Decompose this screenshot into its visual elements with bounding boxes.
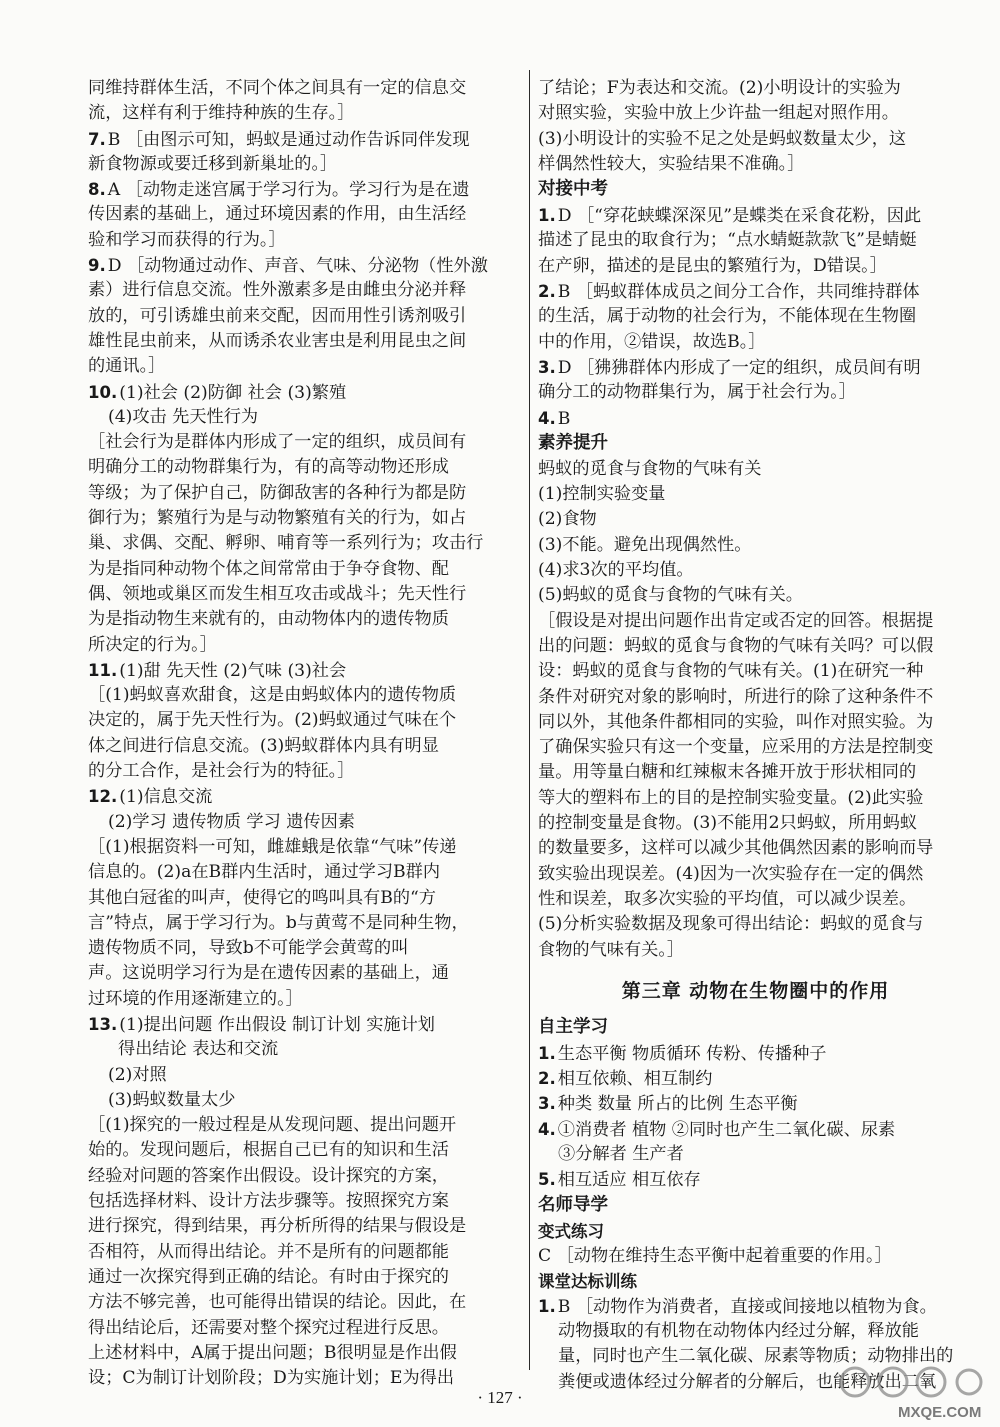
- line-text: ［(1)探究的一般过程是从发现问题、提出问题开: [88, 1115, 457, 1136]
- line-text: 设；C为制订计划阶段；D为实施计划；E为得出: [88, 1368, 455, 1389]
- answer-line: [88, 759, 520, 784]
- line-text: B: [557, 408, 571, 429]
- line-text: 新食物源或要迁移到新巢址的。］: [88, 153, 338, 174]
- line-text: 上述材料中，A属于提出问题；B很明显是作出假: [88, 1342, 457, 1363]
- line-text: 了结论；F为表达和交流。(2)小明设计的实验为: [538, 78, 901, 98]
- line-text: 等级；为了保护自己，防御敌害的各种行为都是防: [88, 482, 467, 503]
- answer-line: [88, 202, 520, 227]
- answer-item: [88, 253, 520, 278]
- line-text: ［(1)蚂蚁喜欢甜食，这是由蚂蚁体内的遗传物质: [88, 685, 457, 706]
- line-text: 自主学习: [538, 1016, 608, 1037]
- answer-item: [88, 1012, 520, 1037]
- answer-line: [88, 1088, 520, 1113]
- line-text: 设：蚂蚁的觅食与食物的气味有关。(1)在研究一种: [538, 661, 924, 682]
- answer-line: [88, 304, 520, 329]
- answer-line: [88, 1214, 520, 1239]
- line-text: D ［动物通过动作、声音、气味、分泌物（性外激: [107, 256, 488, 277]
- line-text: (1)控制实验变量: [538, 484, 666, 505]
- watermark-text: MXQE.COM: [898, 1404, 982, 1421]
- answer-line: [88, 1063, 520, 1088]
- answer-line: [538, 1319, 973, 1344]
- answer-line: [88, 911, 520, 936]
- answer-line: [88, 886, 520, 911]
- line-text: (5)分析实验数据及现象可得出结论：蚂蚁的觅食与: [538, 914, 924, 935]
- answer-line: [538, 710, 973, 735]
- answer-line: [88, 1341, 520, 1366]
- answer-line: [538, 457, 973, 482]
- line-text: (1)信息交流: [119, 787, 213, 808]
- line-text: A ［动物走迷宫属于学习行为。学习行为是在遗: [107, 180, 470, 201]
- line-text: 量，同时也产生二氧化碳、尿素等物质；动物排出的: [558, 1346, 954, 1367]
- answer-line: [538, 912, 973, 937]
- line-text: ［(1)根据资料一可知，雌雄蛾是依靠“气味”传递: [88, 836, 457, 857]
- answer-item: [88, 380, 520, 405]
- answer-line: [88, 1316, 520, 1341]
- question-number: 2.: [538, 282, 556, 302]
- answer-line: [538, 1244, 973, 1269]
- answer-line: [538, 609, 973, 634]
- answer-line: [88, 1113, 520, 1138]
- answer-line: [88, 1265, 520, 1290]
- answer-line: [88, 683, 520, 708]
- line-text: 传因素的基础上，通过环境因素的作用，由生活经: [88, 204, 467, 225]
- answer-line: [88, 582, 520, 607]
- line-text: 体之间进行信息交流。(3)蚂蚁群体内具有明显: [88, 735, 439, 756]
- line-text: (2)学习 遗传物质 学习 遗传因素: [108, 811, 355, 832]
- answer-line: [538, 304, 973, 329]
- line-text: 言”特点，属于学习行为。b与黄莺不是同种生物，: [88, 912, 469, 933]
- line-text: 的生活，属于动物的社会行为，不能体现在生物圈: [538, 306, 917, 327]
- line-text: (5)蚂蚁的觅食与食物的气味有关。: [538, 585, 803, 606]
- right-column: [538, 76, 973, 1395]
- line-text: 量。用等量白糖和红辣椒末各摊开放于形状相同的: [538, 762, 917, 783]
- question-number: 11.: [88, 660, 118, 680]
- answer-line: [88, 455, 520, 480]
- line-text: 的通讯。］: [88, 356, 166, 377]
- line-text: 对接中考: [538, 179, 608, 200]
- line-text: (3)不能。避免出现偶然性。: [538, 534, 752, 555]
- section-heading: [538, 1015, 973, 1041]
- line-text: (4)攻击 先天性行为: [108, 406, 259, 427]
- line-text: 样偶然性较大，实验结果不准确。］: [538, 153, 805, 174]
- answer-line: [538, 836, 973, 861]
- answer-line: [538, 583, 973, 608]
- answer-line: [88, 76, 520, 101]
- answer-line: [88, 936, 520, 961]
- line-text: 性和误差，取多次实验的平均值，可以减少误差。: [538, 888, 917, 909]
- line-text: (4)求3次的平均值。: [538, 560, 694, 581]
- line-text: 等大的塑料布上的目的是控制实验变量。(2)此实验: [538, 787, 924, 808]
- answer-line: [538, 330, 973, 355]
- line-text: 的分工合作，是社会行为的特征。］: [88, 761, 355, 782]
- answer-line: [88, 152, 520, 177]
- line-text: 为是指动物生来就有的，由动物体内的遗传物质: [88, 609, 449, 630]
- answer-line: [538, 887, 973, 912]
- line-text: 流，这样有利于维持种族的生存。］: [88, 103, 355, 124]
- answer-line: [538, 938, 973, 963]
- answer-line: [538, 152, 973, 177]
- question-number: 4.: [538, 408, 556, 428]
- line-text: 课堂达标训练: [538, 1271, 637, 1291]
- line-text: 生态平衡 物质循环 传粉、传播种子: [557, 1043, 827, 1064]
- answer-line: [538, 558, 973, 583]
- line-text: 条件对研究对象的影响时，所进行的除了这种条件不: [538, 686, 934, 707]
- answer-line: [88, 506, 520, 531]
- answer-item: [88, 784, 520, 809]
- line-text: 决定的，属于先天性行为。(2)蚂蚁通过气味在个: [88, 710, 457, 731]
- line-text: 明确分工的动物群集行为，有的高等动物还形成: [88, 457, 449, 478]
- answer-line: [538, 685, 973, 710]
- answer-line: [538, 760, 973, 785]
- answer-line: [88, 633, 520, 658]
- answer-line: [88, 354, 520, 379]
- line-text: 遗传物质不同，导致b不可能学会黄莺的叫: [88, 938, 409, 959]
- answer-line: [88, 228, 520, 253]
- line-text: 变式练习: [538, 1221, 604, 1241]
- line-text: (3)蚂蚁数量太少: [108, 1089, 236, 1110]
- line-text: 同以外，其他条件都相同的实验，叫作对照实验。为: [538, 711, 934, 732]
- subsection-heading: [538, 1269, 973, 1294]
- column-divider: [529, 70, 530, 1370]
- question-number: 1.: [538, 1043, 556, 1063]
- answer-line: [88, 101, 520, 126]
- line-text: 声。这说明学习行为是在遗传因素的基础上，通: [88, 963, 449, 984]
- line-text: 食物的气味有关。］: [538, 939, 685, 960]
- answer-line: [88, 531, 520, 556]
- section-heading: [538, 431, 973, 457]
- line-text: 所决定的行为。］: [88, 634, 217, 655]
- answer-line: [538, 76, 973, 101]
- line-text: 御行为；繁殖行为是与动物繁殖有关的行为，如占: [88, 508, 467, 529]
- question-number: 10.: [88, 382, 118, 402]
- answer-line: [88, 1164, 520, 1189]
- line-text: 相互依赖、相互制约: [557, 1069, 713, 1090]
- line-text: D ［“穿花蛱蝶深深见”是蝶类在采食花粉，因此: [557, 206, 922, 227]
- answer-line: [538, 101, 973, 126]
- answer-line: [538, 380, 973, 405]
- line-text: 同维持群体生活，不同个体之间具有一定的信息交: [88, 78, 467, 98]
- answer-line: [88, 961, 520, 986]
- line-text: 验和学习而获得的行为。］: [88, 229, 286, 250]
- question-number: 4.: [538, 1119, 556, 1139]
- line-text: 得出结论后，还需要对整个探究过程进行反思。: [88, 1317, 449, 1338]
- question-number: 1.: [538, 206, 556, 226]
- question-number: 8.: [88, 180, 106, 200]
- answer-item: [538, 355, 973, 380]
- page-number: · 127 ·: [477, 1388, 523, 1407]
- line-text: 对照实验，实验中放上少许盐一组起对照作用。: [538, 103, 899, 124]
- line-text: 通过一次探究得到正确的结论。有时由于探究的: [88, 1266, 449, 1287]
- line-text: 包括选择材料、设计方法步骤等。按照探究方案: [88, 1191, 449, 1212]
- answer-item: [88, 127, 520, 152]
- answer-line: [538, 659, 973, 684]
- answer-line: [88, 860, 520, 885]
- line-text: (1)甜 先天性 (2)气味 (3)社会: [119, 660, 347, 681]
- line-text: ①消费者 植物 ②同时也产生二氧化碳、尿素: [557, 1119, 896, 1140]
- section-heading: [538, 1193, 973, 1219]
- answer-line: [88, 405, 520, 430]
- answer-item: [88, 177, 520, 202]
- answer-line: [538, 735, 973, 760]
- answer-line: [88, 734, 520, 759]
- line-text: 得出结论 表达和交流: [118, 1039, 279, 1060]
- line-text: 的数量要多，这样可以减少其他偶然因素的影响而导: [538, 838, 934, 859]
- line-text: D ［狒狒群体内形成了一定的组织，成员间有明: [557, 357, 921, 378]
- line-text: 其他白冠雀的叫声，使得它的鸣叫具有B的“方: [88, 887, 436, 908]
- answer-line: [88, 810, 520, 835]
- answer-line: [88, 430, 520, 455]
- line-text: 在产卵，描述的是昆虫的繁殖行为，D错误。］: [538, 255, 887, 276]
- answer-item: [538, 1167, 973, 1192]
- answer-line: [88, 1189, 520, 1214]
- line-text: 信息的。(2)a在B群内生活时，通过学习B群内: [88, 862, 441, 883]
- line-text: 素）进行信息交流。性外激素多是由雌虫分泌并释: [88, 280, 467, 301]
- question-number: 3.: [538, 1094, 556, 1114]
- answer-item: [88, 658, 520, 683]
- line-text: 动物摄取的有机物在动物体内经过分解，释放能: [558, 1321, 919, 1342]
- answer-line: [538, 786, 973, 811]
- answer-line: [88, 1037, 520, 1062]
- answer-line: [88, 481, 520, 506]
- answer-line: [88, 557, 520, 582]
- subsection-heading: [538, 1219, 973, 1244]
- answer-item: [538, 1294, 973, 1319]
- line-text: 出的问题：蚂蚁的觅食与食物的气味有关吗？可以假: [538, 635, 934, 656]
- answer-line: [88, 329, 520, 354]
- line-text: 雄性昆虫前来，从而诱杀农业害虫是利用昆虫之间: [88, 330, 467, 351]
- line-text: 巢、求偶、交配、孵卵、哺育等一系列行为；攻击行: [88, 533, 484, 554]
- answer-item: [538, 279, 973, 304]
- answer-line: [88, 1290, 520, 1315]
- answer-line: [88, 278, 520, 303]
- line-text: 描述了昆虫的取食行为；“点水蜻蜓款款飞”是蜻蜓: [538, 230, 917, 251]
- line-text: B ［由图示可知，蚂蚁是通过动作告诉同伴发现: [107, 129, 470, 150]
- line-text: (1)社会 (2)防御 社会 (3)繁殖: [119, 382, 347, 403]
- line-text: 的控制变量是食物。(3)不能用2只蚂蚁，所用蚂蚁: [538, 813, 918, 834]
- line-text: ③分解者 生产者: [558, 1143, 684, 1164]
- answer-line: [538, 254, 973, 279]
- line-text: 始的。发现问题后，根据自己已有的知识和生活: [88, 1140, 449, 1161]
- answer-line: [88, 1240, 520, 1265]
- answer-line: [538, 533, 973, 558]
- answer-line: [88, 835, 520, 860]
- line-text: ［假设是对提出问题作出肯定或否定的回答。根据提: [538, 610, 934, 631]
- line-text: 中的作用，②错误，故选B。］: [538, 331, 766, 352]
- line-text: 名师导学: [538, 1194, 608, 1215]
- line-text: 否相符，从而得出结论。并不是所有的问题都能: [88, 1241, 449, 1262]
- answer-line: [538, 228, 973, 253]
- question-number: 2.: [538, 1069, 556, 1089]
- line-text: 了确保实验只有这一个变量，应采用的方法是控制变: [538, 737, 934, 758]
- answer-line: [538, 127, 973, 152]
- line-text: 素养提升: [538, 432, 608, 453]
- line-text: 相互适应 相互依存: [557, 1170, 701, 1191]
- left-column: [88, 76, 520, 1391]
- question-number: 5.: [538, 1170, 556, 1190]
- line-text: (2)对照: [108, 1064, 167, 1085]
- answer-line: [538, 507, 973, 532]
- answer-line: [88, 708, 520, 733]
- answer-line: [538, 1142, 973, 1167]
- answer-item: [538, 406, 973, 431]
- line-text: B ［蚂蚁群体成员之间分工合作，共同维持群体: [557, 282, 920, 303]
- answer-line: [88, 607, 520, 632]
- line-text: 进行探究，得到结果，再分析所得的结果与假设是: [88, 1216, 467, 1237]
- line-text: B ［动物作为消费者，直接或间接地以植物为食。: [557, 1296, 937, 1317]
- answer-line: [88, 1138, 520, 1163]
- line-text: 粪便或遗体经过分解者的分解后，也能释放出二氧: [558, 1371, 937, 1392]
- line-text: 种类 数量 所占的比例 生态平衡: [557, 1094, 798, 1115]
- line-text: 方法不够完善，也可能得出错误的结论。因此，在: [88, 1292, 467, 1313]
- answer-item: [538, 1041, 973, 1066]
- answer-line: [538, 811, 973, 836]
- line-text: 放的，可引诱雄虫前来交配，因而用性引诱剂吸引: [88, 305, 467, 326]
- answer-item: [538, 1066, 973, 1091]
- section-heading: [538, 177, 973, 203]
- question-number: 9.: [88, 256, 106, 276]
- question-number: 7.: [88, 129, 106, 149]
- answer-line: [538, 634, 973, 659]
- answer-item: [538, 1091, 973, 1116]
- answer-line: [538, 482, 973, 507]
- line-text: (1)提出问题 作出假设 制订计划 实施计划: [119, 1014, 435, 1035]
- line-text: 确分工的动物群集行为，属于社会行为。］: [538, 382, 856, 403]
- line-text: 致实验出现误差。(4)因为一次实验存在一定的偶然: [538, 863, 924, 884]
- line-text: 偶、领地或巢区而发生相互攻击或战斗；先天性行: [88, 583, 467, 604]
- answer-line: [88, 987, 520, 1012]
- line-text: 蚂蚁的觅食与食物的气味有关: [538, 458, 762, 479]
- answer-line: [538, 862, 973, 887]
- question-number: 13.: [88, 1014, 118, 1034]
- line-text: 为是指同种动物个体之间常常由于争夺食物、配: [88, 558, 449, 579]
- line-text: (3)小明设计的实验不足之处是蚂蚁数量太少，这: [538, 128, 907, 149]
- question-number: 12.: [88, 787, 118, 807]
- answer-item: [538, 203, 973, 228]
- line-text: 第三章 动物在生物圈中的作用: [621, 979, 890, 1002]
- line-text: C ［动物在维持生态平衡中起着重要的作用。］: [538, 1245, 892, 1266]
- question-number: 3.: [538, 357, 556, 377]
- answer-item: [538, 1117, 973, 1142]
- question-number: 1.: [538, 1296, 556, 1316]
- line-text: ［社会行为是群体内形成了一定的组织，成员间有: [88, 432, 467, 453]
- chapter-title: [538, 971, 973, 1007]
- line-text: 经验对问题的答案作出假设。设计探究的方案，: [88, 1165, 449, 1186]
- line-text: (2)食物: [538, 509, 597, 530]
- line-text: 过环境的作用逐渐建立的。］: [88, 988, 303, 1009]
